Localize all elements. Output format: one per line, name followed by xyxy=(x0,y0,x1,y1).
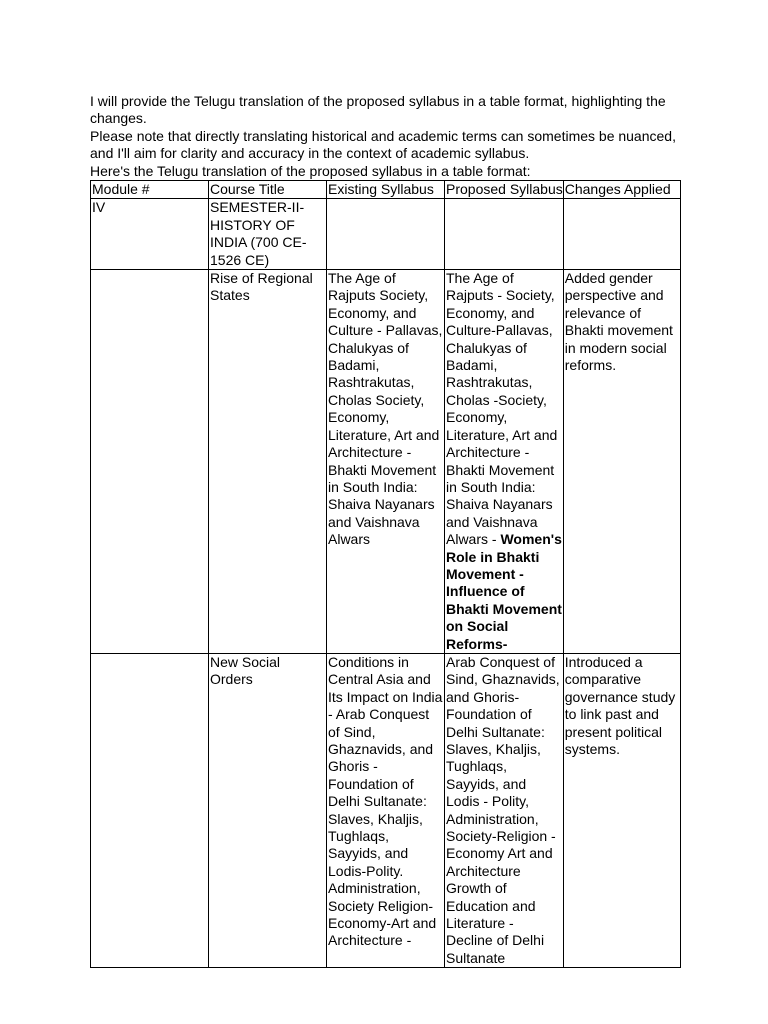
proposed-text: The Age of Rajputs - Society, Economy, and Culture-Pallavas, Chalukyas of Badami, Rashtrakutas, Cholas -Society, Economy, Literature, Art and Architecture -Bhakti Movement in South India: Shaiva Nayanars and Vaishnava Alwars - xyxy=(446,270,558,548)
empty-cell xyxy=(91,270,209,654)
empty-cell xyxy=(327,199,445,270)
header-course-title: Course Title xyxy=(209,181,327,199)
proposed-syllabus: Arab Conquest of Sind, Ghaznavids, and Ghoris-Foundation of Delhi Sultanate: Slaves, Khaljis, Tughlaqs, Sayyids, and Lodis - Polity, Administration, Society-Religion - Economy Art and Architecture Growth of Education and Literature - Decline of Delhi Sultanate xyxy=(445,653,564,967)
intro-line-2: Please note that directly translating historical and academic terms can sometimes be nuanced, and I'll aim for clarity and accuracy in the context of academic syllabus. xyxy=(90,127,676,162)
empty-cell xyxy=(445,199,564,270)
changes-applied: Introduced a comparative governance study to link past and present political systems. xyxy=(563,653,680,967)
header-existing-syllabus: Existing Syllabus xyxy=(327,181,445,199)
proposed-added-text: Women's Role in Bhakti Movement -Influence of Bhakti Movement on Social Reforms- xyxy=(446,531,562,652)
table-row-semester xyxy=(91,199,681,270)
header-proposed-syllabus: Proposed Syllabus xyxy=(446,181,563,197)
changes-applied: Added gender perspective and relevance of Bhakti movement in modern social reforms. xyxy=(563,270,680,654)
course-title: New Social Orders xyxy=(209,653,327,967)
proposed-syllabus xyxy=(445,270,564,654)
semester-title: SEMESTER-II-HISTORY OF INDIA (700 CE-1526 CE) xyxy=(209,199,327,270)
empty-cell xyxy=(563,199,680,270)
existing-syllabus: The Age of Rajputs Society, Economy, and Culture - Pallavas, Chalukyas of Badami, Rashtrakutas, Cholas Society, Economy, Literature, Art and Architecture -Bhakti Movement in South India: Shaiva Nayanars and Vaishnava Alwars xyxy=(327,270,445,654)
header-changes-applied: Changes Applied xyxy=(563,181,680,199)
existing-syllabus: Conditions in Central Asia and Its Impact on India - Arab Conquest of Sind, Ghaznavids, and Ghoris - Foundation of Delhi Sultanate: Slaves, Khaljis, Tughlaqs, Sayyids, and Lodis-Polity. Administration, Society Religion-Economy-Art and Architecture - xyxy=(327,653,445,967)
intro-line-1: I will provide the Telugu translation of the proposed syllabus in a table format, highlighting the changes. xyxy=(90,93,666,127)
header-module: Module # xyxy=(91,181,209,199)
empty-cell xyxy=(91,653,209,967)
course-title: Rise of Regional States xyxy=(209,270,327,654)
syllabus-table xyxy=(90,180,681,968)
table-row xyxy=(91,270,681,654)
table-header-row xyxy=(91,181,681,199)
table-row xyxy=(91,653,681,967)
module-number: IV xyxy=(91,199,209,270)
intro-text xyxy=(90,93,690,180)
intro-line-3: Here's the Telugu translation of the proposed syllabus in a table format: xyxy=(90,162,531,179)
